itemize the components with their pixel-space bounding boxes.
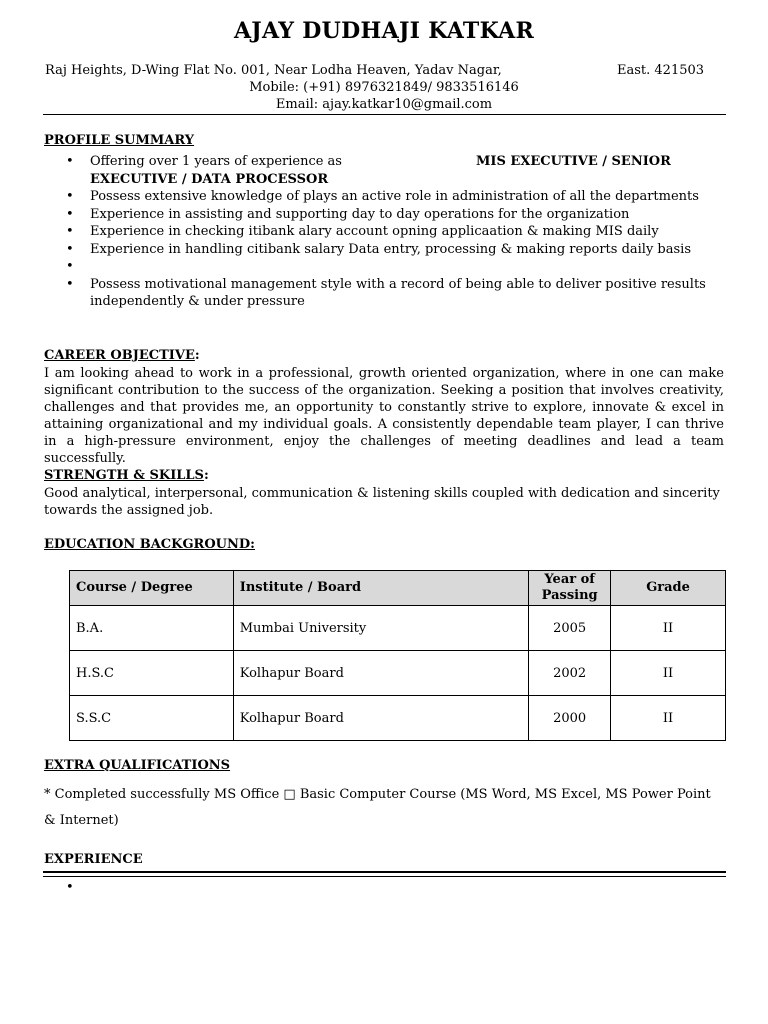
table-row: [70, 696, 726, 741]
address-line: Raj Heights, D-Wing Flat No. 001, Near Lodha Heaven, Yadav Nagar,: [45, 63, 502, 78]
table-cell: 2000: [529, 696, 611, 741]
mobile-line: Mobile: (+91) 8976321849/ 9833516146: [249, 80, 519, 95]
header-divider: [43, 114, 726, 115]
column-header: Institute / Board: [233, 571, 528, 606]
table-cell: Kolhapur Board: [233, 651, 528, 696]
table-cell: 2005: [529, 606, 611, 651]
email-line: Email: ajay.katkar10@gmail.com: [275, 97, 493, 112]
education-table: [69, 570, 726, 741]
experience-divider-thick: [43, 871, 726, 873]
table-cell: Kolhapur Board: [233, 696, 528, 741]
table-cell: 2002: [529, 651, 611, 696]
education-heading: EDUCATION BACKGROUND:: [44, 537, 255, 552]
strength-skills-text: Good analytical, interpersonal, communication & listening skills coupled with dedication and sincerity towards the assigned job.: [44, 486, 720, 518]
list-item: • Possess extensive knowledge of plays an active role in administration of all the departments: [44, 188, 726, 206]
career-objective-text: I am looking ahead to work in a professional, growth oriented organization, where in one can make significant contribution to the success of the organization. Seeking a position that involves creativity, challenges and that provides me, an opportunity to constantly strive to explore, innovate & excel in attaining organizational and my individual goals. A consistently dependable team player, I can thrive in a high-pressure environment, enjoy the challenges of meeting deadlines and lead a team successfully.: [44, 366, 724, 466]
table-cell: II: [611, 606, 726, 651]
list-item: • Experience in checking itibank alary account opning applicaation & making MIS daily: [44, 223, 726, 241]
profile-summary-heading: PROFILE SUMMARY: [44, 133, 195, 148]
strength-skills-heading: STRENGTH & SKILLS:: [44, 468, 209, 483]
table-cell: II: [611, 696, 726, 741]
profile-summary-list: [44, 153, 726, 311]
table-cell: II: [611, 651, 726, 696]
list-item: • Experience in assisting and supporting day to day operations for the organization: [44, 206, 726, 224]
extra-qualifications-heading: EXTRA QUALIFICATIONS: [44, 758, 231, 773]
list-item: • Experience in handling citibank salary Data entry, processing & making reports daily basis: [44, 241, 726, 259]
table-cell: H.S.C: [70, 651, 234, 696]
experience-heading: EXPERIENCE: [44, 852, 143, 867]
experience-divider-thin: [43, 876, 726, 877]
list-item: • Possess motivational management style with a record of being able to deliver positive results independently & under pressure: [44, 276, 726, 311]
table-cell: Mumbai University: [233, 606, 528, 651]
column-header: Year of Passing: [529, 571, 611, 606]
table-row: [70, 651, 726, 696]
table-cell: B.A.: [70, 606, 234, 651]
extra-qualifications-text: * Completed successfully MS Office □ Basic Computer Course (MS Word, MS Excel, MS Power Point & Internet): [44, 787, 711, 828]
experience-bullet: •: [66, 880, 74, 895]
career-objective-heading: CAREER OBJECTIVE:: [44, 348, 200, 363]
table-cell: S.S.C: [70, 696, 234, 741]
candidate-name: AJAY DUDHAJI KATKAR: [233, 18, 535, 44]
column-header: Course / Degree: [70, 571, 234, 606]
table-header-row: [70, 571, 726, 606]
list-item: • Offering over 1 years of experience as MIS EXECUTIVE / SENIOR EXECUTIVE / DATA PROCESSOR: [44, 153, 726, 188]
address-postal: East. 421503: [617, 63, 705, 78]
table-row: [70, 606, 726, 651]
column-header: Grade: [611, 571, 726, 606]
list-item: [44, 258, 726, 276]
